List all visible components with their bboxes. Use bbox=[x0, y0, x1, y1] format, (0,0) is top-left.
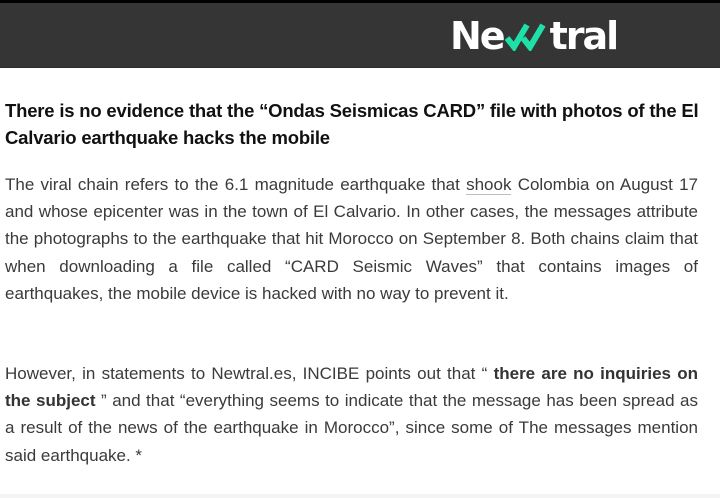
paragraph-1-text-start: The viral chain refers to the 6.1 magnitude earthquake that bbox=[5, 175, 467, 194]
shook-link[interactable]: shook bbox=[466, 175, 512, 194]
footer-band bbox=[0, 494, 720, 498]
logo-text-suffix: tral bbox=[549, 14, 618, 58]
newtral-logo[interactable] bbox=[450, 15, 617, 57]
article-paragraph-1 bbox=[5, 171, 698, 307]
logo-text-prefix: Ne bbox=[450, 14, 504, 58]
site-header bbox=[0, 3, 720, 68]
paragraph-2-text-start: However, in statements to Newtral.es, INCIBE points out that “ bbox=[5, 364, 494, 383]
paragraph-1-text-end: Colombia on August 17 and whose epicenter was in the town of El Calvario. In other cases, the messages attribute the photographs to the earthquake that hit Morocco on September 8. Both chains claim that when downloading a file called “CARD Seismic Waves” that contains images of earthquakes, the mobile device is hacked with no way to prevent it. bbox=[5, 175, 698, 303]
double-check-icon bbox=[504, 21, 550, 51]
highlighted-quote: there are no inquiries on the subject bbox=[5, 364, 699, 411]
article-headline: There is no evidence that the “Ondas Seismicas CARD” file with photos of the El Calvario earthquake hacks the mobile bbox=[5, 100, 699, 148]
paragraph-2-text-end: ” and that “everything seems to indicate that the message has been spread as a result of the news of the earthquake in Morocco”, since some of The messages mention said earthquake. * bbox=[5, 391, 698, 465]
article-paragraph-2 bbox=[5, 360, 698, 469]
